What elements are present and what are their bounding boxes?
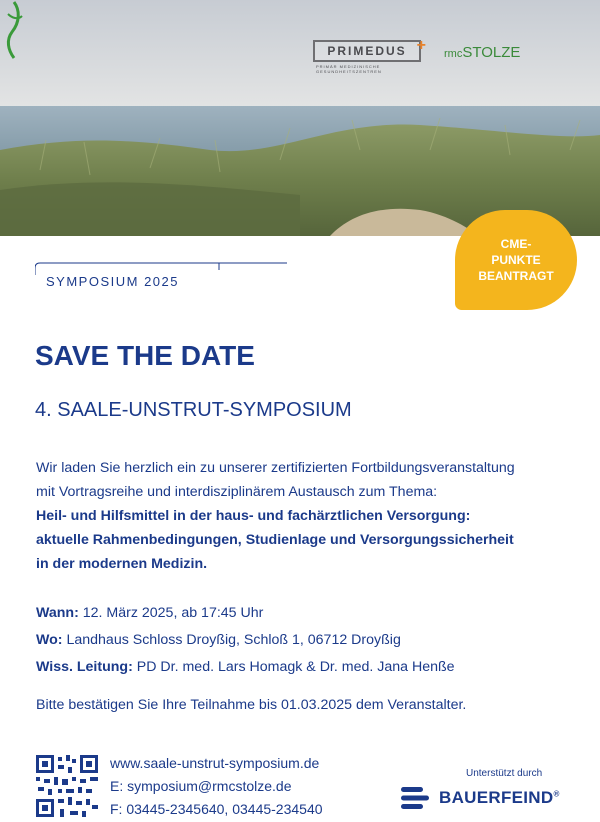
where-label: Wo: bbox=[36, 632, 63, 648]
lead-value: PD Dr. med. Lars Homagk & Dr. med. Jana Henße bbox=[132, 659, 455, 675]
email-link[interactable]: E: symposium@rmcstolze.de bbox=[110, 778, 292, 794]
topic-line bbox=[36, 528, 576, 552]
save-the-date-heading: SAVE THE DATE bbox=[35, 340, 255, 371]
topic-line bbox=[36, 552, 576, 576]
sponsor-label: Unterstützt durch bbox=[466, 768, 543, 779]
bauerfeind-logo bbox=[401, 786, 560, 810]
when-value: 12. März 2025, ab 17:45 Uhr bbox=[78, 605, 264, 621]
detail-lead bbox=[36, 654, 455, 681]
detail-where bbox=[36, 627, 455, 654]
bauerfeind-name-text: BAUERFEIND bbox=[439, 788, 554, 807]
bauerfeind-name bbox=[439, 788, 560, 808]
bauerfeind-reg-mark: ® bbox=[553, 789, 560, 799]
website-link[interactable]: www.saale-unstrut-symposium.de bbox=[110, 755, 320, 771]
event-title: 4. SAALE-UNSTRUT-SYMPOSIUM bbox=[35, 399, 352, 421]
dunes-landscape-image bbox=[0, 0, 600, 236]
topic-text: in der modernen Medizin. bbox=[36, 556, 208, 572]
cme-points-badge bbox=[455, 210, 577, 310]
symposium-year-label: SYMPOSIUM 2025 bbox=[46, 274, 179, 289]
contact-info bbox=[110, 752, 323, 821]
cme-badge-line2: PUNKTE bbox=[491, 253, 541, 267]
rmc-logo-name: STOLZE bbox=[462, 44, 521, 61]
cme-badge-line1: CME- bbox=[500, 237, 532, 251]
rmc-logo-prefix: rmc bbox=[444, 48, 463, 60]
intro-line: mit Vortragsreihe und interdisziplinärem Austausch zum Thema: bbox=[36, 484, 438, 500]
rsvp-note: Bitte bestätigen Sie Ihre Teilnahme bis 01.03.2025 dem Veranstalter. bbox=[36, 697, 467, 713]
rmc-stolze-logo bbox=[444, 44, 520, 61]
detail-when bbox=[36, 600, 455, 627]
when-label: Wann: bbox=[36, 605, 79, 621]
primedus-logo-text: PRIMEDUS bbox=[327, 44, 407, 58]
primedus-logo bbox=[313, 37, 428, 62]
intro-line: Wir laden Sie herzlich ein zu unserer zertifizierten Fortbildungsveranstaltung bbox=[36, 460, 515, 476]
qr-code[interactable] bbox=[36, 755, 98, 817]
topic-line bbox=[36, 504, 576, 528]
hero-image bbox=[0, 0, 600, 236]
cme-badge-line3: BEANTRAGT bbox=[478, 269, 554, 283]
lead-label: Wiss. Leitung: bbox=[36, 659, 133, 675]
bauerfeind-mark-icon bbox=[401, 786, 435, 810]
topic-text: aktuelle Rahmenbedingungen, Studienlage und Versorgungssicherheit bbox=[36, 532, 514, 548]
rmc-swoosh-icon bbox=[0, 0, 26, 60]
primedus-logo-subtitle: PRIMÄR MEDIZINISCHE GESUNDHEITSZENTREN bbox=[316, 64, 382, 74]
event-details bbox=[36, 600, 455, 681]
intro-text bbox=[36, 456, 576, 576]
topic-text: Heil- und Hilfsmittel in der haus- und fachärztlichen Versorgung: bbox=[36, 508, 471, 524]
primedus-logo-plus: + bbox=[416, 37, 428, 54]
fax-numbers: F: 03445-2345640, 03445-234540 bbox=[110, 801, 323, 817]
where-value: Landhaus Schloss Droyßig, Schloß 1, 06712 Droyßig bbox=[62, 632, 401, 648]
